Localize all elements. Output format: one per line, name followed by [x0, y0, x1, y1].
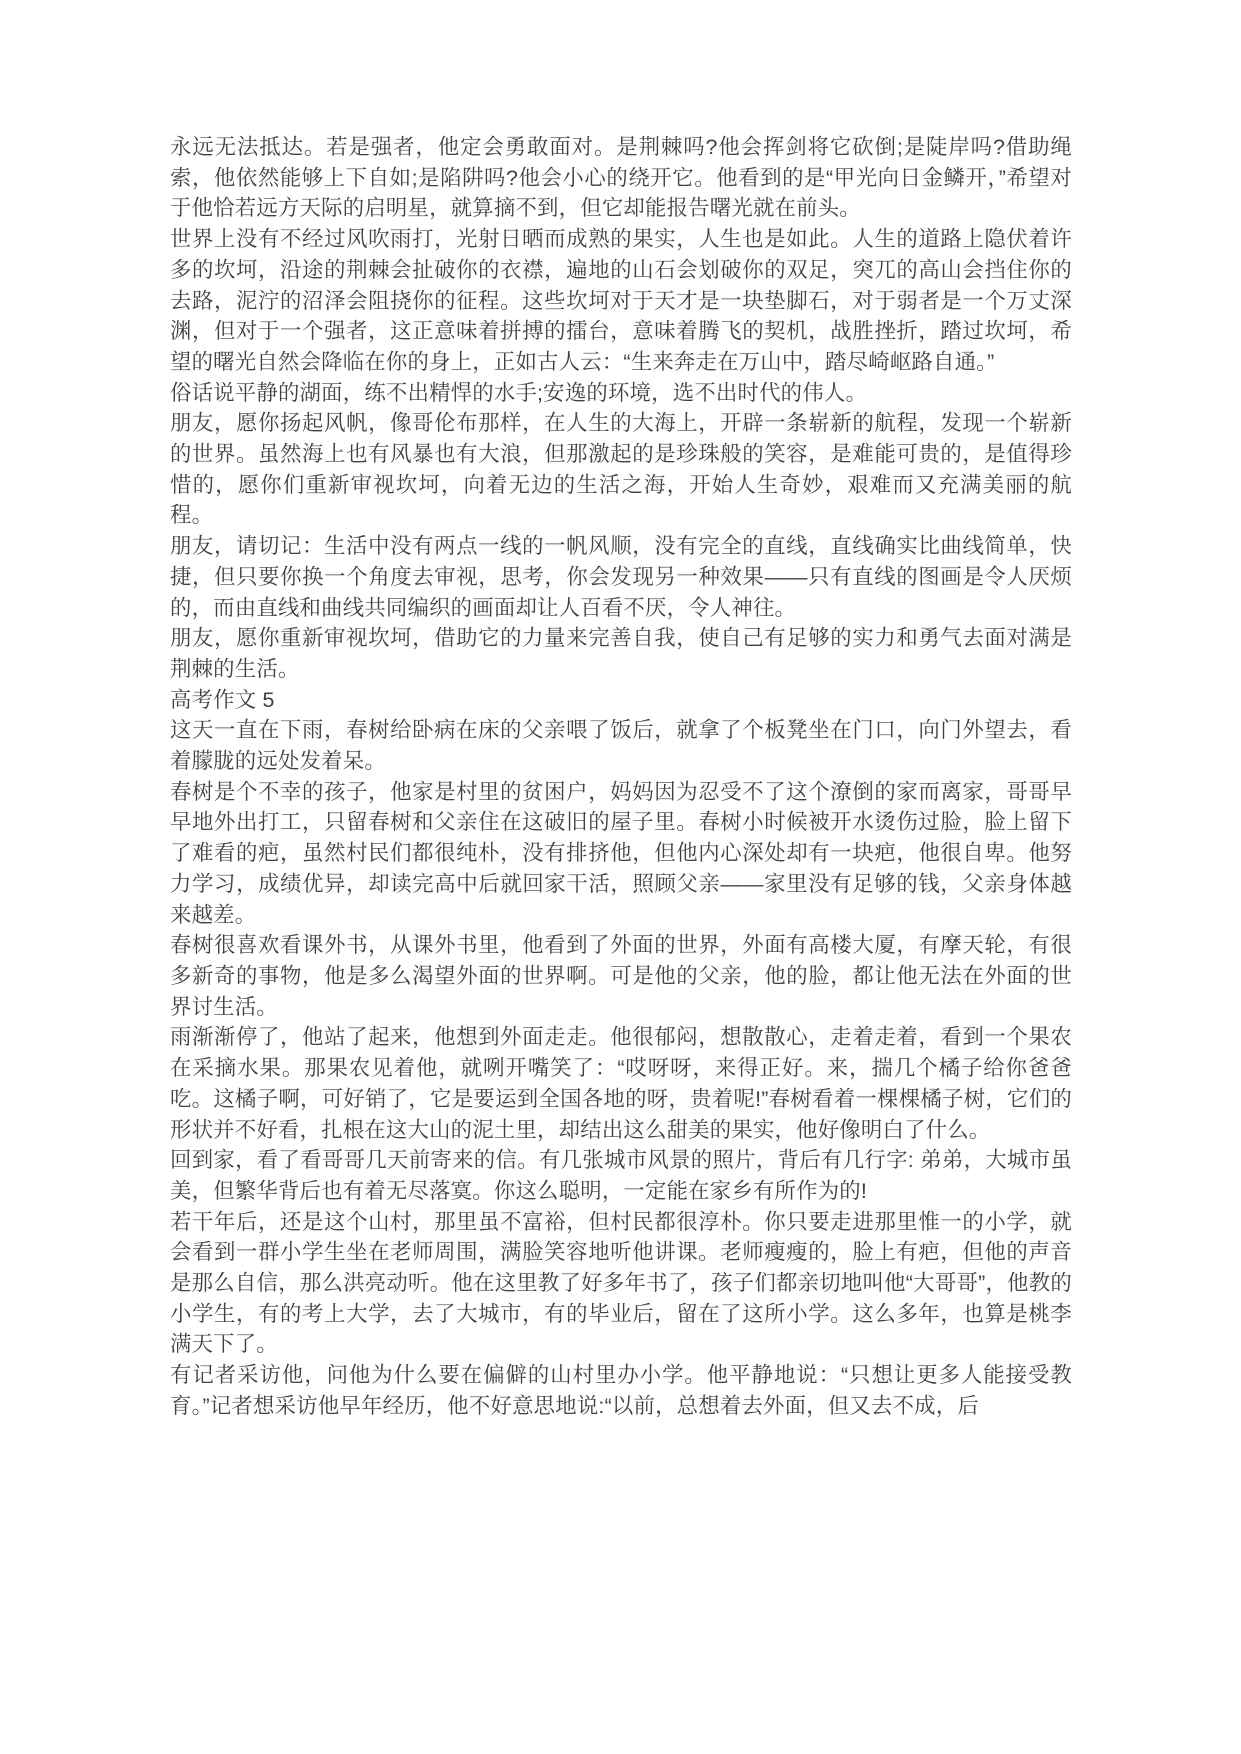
- paragraph: 朋友，愿你扬起风帆，像哥伦布那样，在人生的大海上，开辟一条崭新的航程，发现一个崭新的世界。虽然海上也有风暴也有大浪，但那激起的是珍珠般的笑容，是难能可贵的，是值得珍惜的，愿你们重新审视坎坷，向着无边的生活之海，开始人生奇妙，艰难而又充满美丽的航程。: [170, 411, 1072, 528]
- paragraph: 这天一直在下雨，春树给卧病在床的父亲喂了饭后，就拿了个板凳坐在门口，向门外望去，看着朦胧的远处发着呆。: [170, 718, 1072, 774]
- paragraph: 回到家，看了看哥哥几天前寄来的信。有几张城市风景的照片，背后有几行字: 弟弟，大城市虽美，但繁华背后也有着无尽落寞。你这么聪明，一定能在家乡有所作为的!: [170, 1148, 1072, 1203]
- paragraph: 世界上没有不经过风吹雨打，光射日晒而成熟的果实，人生也是如此。人生的道路上隐伏着许多的坎坷，沿途的荆棘会扯破你的衣襟，遍地的山石会划破你的双足，突兀的高山会挡住你的去路，泥泞的沼泽会阻挠你的征程。这些坎坷对于天才是一块垫脚石，对于弱者是一个万丈深渊，但对于一个强者，这正意味着拼搏的擂台，意味着腾飞的契机，战胜挫折，踏过坎坷，希望的曙光自然会降临在你的身上，正如古人云：“生来奔走在万山中，踏尽崎岖路自通。”: [170, 227, 1072, 374]
- paragraph: 若干年后，还是这个山村，那里虽不富裕，但村民都很淳朴。你只要走进那里惟一的小学，就会看到一群小学生坐在老师周围，满脸笑容地听他讲课。老师瘦瘦的，脸上有疤，但他的声音是那么自信，那么洪亮动听。他在这里教了好多年书了，孩子们都亲切地叫他“大哥哥”，他教的小学生，有的考上大学，去了大城市，有的毕业后，留在了这所小学。这么多年，也算是桃李满天下了。: [170, 1209, 1072, 1357]
- paragraph: 春树是个不幸的孩子，他家是村里的贫困户，妈妈因为忍受不了这个潦倒的家而离家，哥哥早早地外出打工，只留春树和父亲住在这破旧的屋子里。春树小时候被开水烫伤过脸，脸上留下了难看的疤，虽然村民们都很纯朴，没有排挤他，但他内心深处却有一块疤，他很自卑。他努力学习，成绩优异，却读完高中后就回家干活，照顾父亲——家里没有足够的钱，父亲身体越来越差。: [170, 779, 1072, 927]
- paragraph: 雨渐渐停了，他站了起来，他想到外面走走。他很郁闷，想散散心，走着走着，看到一个果农在采摘水果。那果农见着他，就咧开嘴笑了：“哎呀呀，来得正好。来，揣几个橘子给你爸爸吃。这橘子啊，可好销了，它是要运到全国各地的呀，贵着呢!”春树看着一棵棵橘子树，它们的形状并不好看，扎根在这大山的泥土里，却结出这么甜美的果实，他好像明白了什么。: [170, 1025, 1072, 1142]
- paragraph: 朋友，请切记：生活中没有两点一线的一帆风顺，没有完全的直线，直线确实比曲线简单，快捷，但只要你换一个角度去审视，思考，你会发现另一种效果——只有直线的图画是令人厌烦的，而由直线和曲线共同编织的画面却让人百看不厌，令人神往。: [170, 534, 1072, 620]
- paragraph: 有记者采访他，问他为什么要在偏僻的山村里办小学。他平静地说：“只想让更多人能接受教育。”记者想采访他早年经历，他不好意思地说:“以前，总想着去外面，但又去不成，后: [170, 1363, 1072, 1418]
- paragraph: 朋友，愿你重新审视坎坷，借助它的力量来完善自我，使自己有足够的实力和勇气去面对满是荆棘的生活。: [170, 626, 1072, 681]
- paragraph: 春树很喜欢看课外书，从课外书里，他看到了外面的世界，外面有高楼大厦，有摩天轮，有很多新奇的事物，他是多么渴望外面的世界啊。可是他的父亲，他的脸，都让他无法在外面的世界讨生活。: [170, 933, 1072, 1019]
- text-column: [170, 132, 1072, 1422]
- paragraph: 俗话说平静的湖面，练不出精悍的水手;安逸的环境，选不出时代的伟人。: [170, 380, 868, 405]
- section-heading: 高考作文 5: [170, 687, 275, 712]
- paragraph: 永远无法抵达。若是强者，他定会勇敢面对。是荆棘吗?他会挥剑将它砍倒;是陡岸吗?借助绳索，他依然能够上下自如;是陷阱吗?他会小心的绕开它。他看到的是“甲光向日金鳞开，”希望对于他恰若远方天际的启明星，就算摘不到，但它却能报告曙光就在前头。: [170, 135, 1072, 221]
